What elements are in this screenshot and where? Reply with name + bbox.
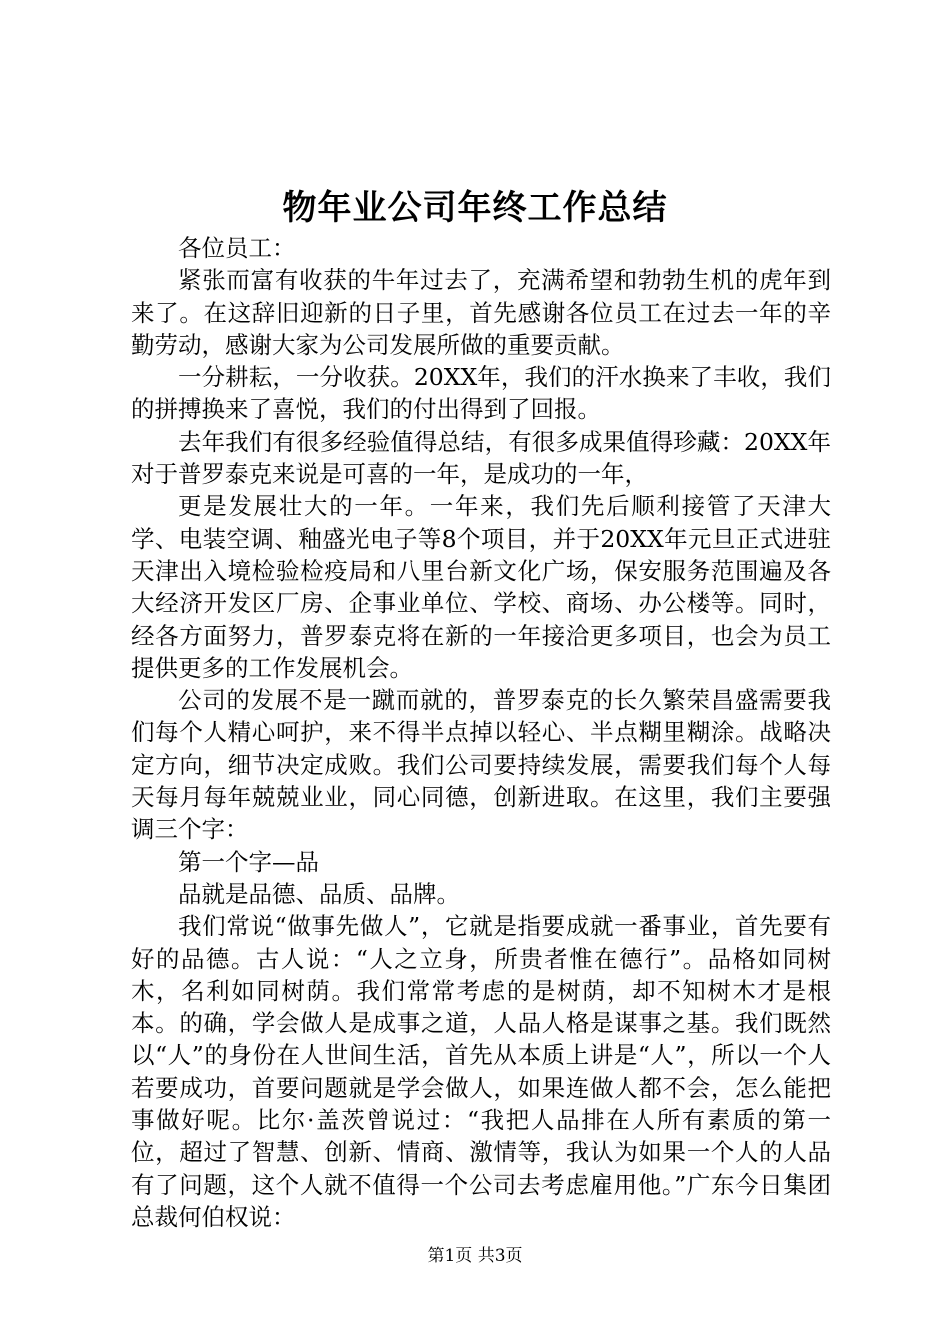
document-body	[131, 232, 831, 1233]
document-title: 物年业公司年终工作总结	[282, 188, 668, 228]
paragraph: 公司的发展不是一蹴而就的，普罗泰克的长久繁荣昌盛需要我们每个人精心呵护，来不得半点掉以轻心、半点糊里糊涂。战略决定方向，细节决定成败。我们公司要持续发展，需要我们每个人每天每月每年兢兢业业，同心同德，创新进取。在这里，我们主要强调三个字：	[131, 686, 831, 844]
section-heading: 第一个字—品	[178, 847, 319, 876]
paragraph: 紧张而富有收获的牛年过去了，充满希望和勃勃生机的虎年到来了。在这辞旧迎新的日子里，首先感谢各位员工在过去一年的辛勤劳动，感谢大家为公司发展所做的重要贡献。	[131, 266, 831, 359]
paragraph: 一分耕耘，一分收获。20XX年，我们的汗水换来了丰收，我们的拼搏换来了喜悦，我们的付出得到了回报。	[131, 363, 831, 424]
paragraph-salutation: 各位员工：	[178, 234, 296, 262]
paragraph: 更是发展壮大的一年。一年来，我们先后顺利接管了天津大学、电装空调、釉盛光电子等8个项目，并于20XX年元旦正式进驻天津出入境检验检疫局和八里台新文化广场，保安服务范围遍及各大经济开发区厂房、企事业单位、学校、商场、办公楼等。同时，经各方面努力，普罗泰克将在新的一年接洽更多项目，也会为员工提供更多的工作发展机会。	[131, 492, 831, 682]
paragraph: 去年我们有很多经验值得总结，有很多成果值得珍藏：20XX年对于普罗泰克来说是可喜的一年，是成功的一年，	[131, 427, 831, 489]
page-number-footer: 第1页 共3页	[427, 1246, 523, 1266]
paragraph: 我们常说“做事先做人”，它就是指要成就一番事业，首先要有好的品德。古人说：“人之立身，所贵者惟在德行”。品格如同树木，名利如同树荫。我们常常考虑的是树荫，却不知树木才是根本。的确，学会做人是成事之道，人品人格是谋事之基。我们既然以“人”的身份在人世间生活，首先从本质上讲是“人”，所以一个人若要成功，首要问题就是学会做人，如果连做人都不会，怎么能把事做好呢。比尔·盖茨曾说过：“我把人品排在人所有素质的第一位，超过了智慧、创新、情商、激情等，我认为如果一个人的人品有了问题，这个人就不值得一个公司去考虑雇用他。”广东今日集团总裁何伯权说：	[131, 912, 831, 1231]
paragraph: 品就是品德、品质、品牌。	[178, 879, 460, 908]
